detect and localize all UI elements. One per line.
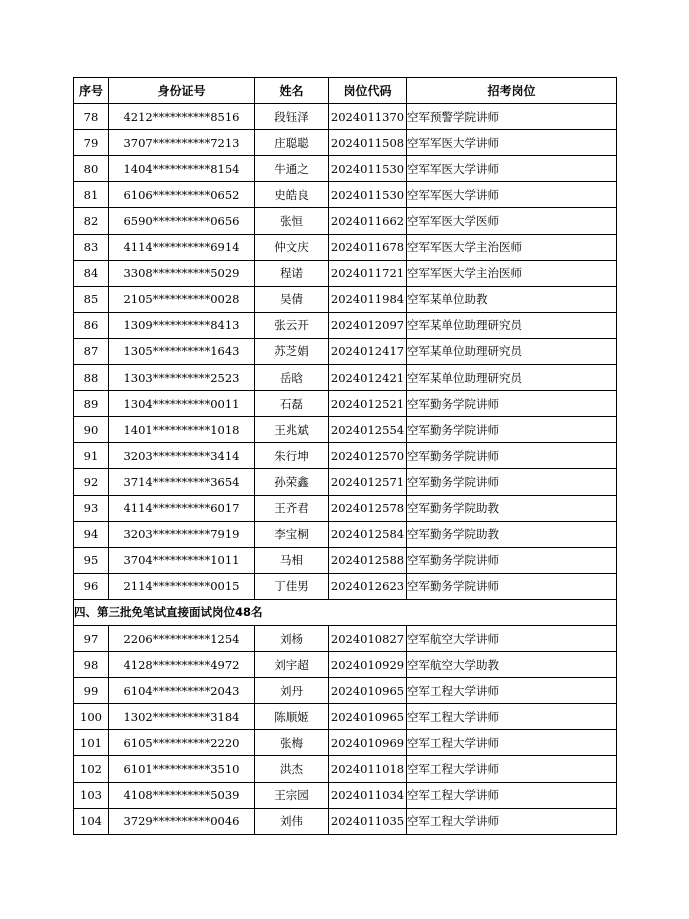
cell-seq: 85: [74, 286, 109, 312]
cell-name: 张恒: [255, 208, 329, 234]
table-body-part-1: [74, 104, 617, 600]
cell-id-number: 1305**********1643: [109, 338, 255, 364]
cell-id-number: 2206**********1254: [109, 625, 255, 651]
cell-position-code: 2024010969: [329, 730, 407, 756]
table-row: [74, 260, 617, 286]
cell-position: 空军工程大学讲师: [407, 782, 617, 808]
table-row: [74, 469, 617, 495]
cell-name: 朱行坤: [255, 443, 329, 469]
cell-position-code: 2024011370: [329, 104, 407, 130]
cell-position-code: 2024012417: [329, 338, 407, 364]
cell-position-code: 2024011508: [329, 130, 407, 156]
cell-position: 空军工程大学讲师: [407, 756, 617, 782]
cell-seq: 79: [74, 130, 109, 156]
table-row: [74, 156, 617, 182]
table-row: [74, 782, 617, 808]
table-row: [74, 391, 617, 417]
cell-seq: 97: [74, 625, 109, 651]
cell-id-number: 1401**********1018: [109, 417, 255, 443]
cell-id-number: 4114**********6017: [109, 495, 255, 521]
cell-seq: 87: [74, 338, 109, 364]
cell-id-number: 6104**********2043: [109, 678, 255, 704]
cell-position-code: 2024010929: [329, 652, 407, 678]
header-position: 招考岗位: [407, 78, 617, 104]
table-row: [74, 625, 617, 651]
cell-position-code: 2024012584: [329, 521, 407, 547]
cell-position: 空军工程大学讲师: [407, 808, 617, 834]
cell-name: 岳晗: [255, 365, 329, 391]
cell-position-code: 2024011662: [329, 208, 407, 234]
cell-position: 空军勤务学院讲师: [407, 417, 617, 443]
table-row: [74, 443, 617, 469]
cell-name: 刘丹: [255, 678, 329, 704]
table-row: [74, 312, 617, 338]
cell-seq: 88: [74, 365, 109, 391]
cell-id-number: 3729**********0046: [109, 808, 255, 834]
table-body-part-2: [74, 625, 617, 834]
cell-position: 空军某单位助教: [407, 286, 617, 312]
cell-name: 史皓良: [255, 182, 329, 208]
cell-position: 空军勤务学院讲师: [407, 547, 617, 573]
cell-name: 陈顺姬: [255, 704, 329, 730]
cell-seq: 93: [74, 495, 109, 521]
cell-name: 李宝桐: [255, 521, 329, 547]
cell-name: 张云开: [255, 312, 329, 338]
table-row: [74, 182, 617, 208]
cell-id-number: 4114**********6914: [109, 234, 255, 260]
cell-seq: 89: [74, 391, 109, 417]
table-row: [74, 338, 617, 364]
cell-id-number: 1404**********8154: [109, 156, 255, 182]
cell-seq: 102: [74, 756, 109, 782]
cell-seq: 78: [74, 104, 109, 130]
cell-position-code: 2024012578: [329, 495, 407, 521]
cell-seq: 81: [74, 182, 109, 208]
cell-position-code: 2024011018: [329, 756, 407, 782]
table-row: [74, 521, 617, 547]
cell-position-code: 2024010827: [329, 625, 407, 651]
cell-seq: 100: [74, 704, 109, 730]
table-row: [74, 417, 617, 443]
cell-seq: 92: [74, 469, 109, 495]
table-row: [74, 130, 617, 156]
cell-position: 空军工程大学讲师: [407, 678, 617, 704]
cell-seq: 98: [74, 652, 109, 678]
cell-position: 空军某单位助理研究员: [407, 338, 617, 364]
cell-seq: 82: [74, 208, 109, 234]
cell-seq: 83: [74, 234, 109, 260]
cell-id-number: 6105**********2220: [109, 730, 255, 756]
cell-seq: 94: [74, 521, 109, 547]
header-position-code: 岗位代码: [329, 78, 407, 104]
cell-position-code: 2024012097: [329, 312, 407, 338]
cell-position: 空军工程大学讲师: [407, 730, 617, 756]
cell-name: 程诺: [255, 260, 329, 286]
cell-position: 空军航空大学助教: [407, 652, 617, 678]
table-row: [74, 808, 617, 834]
cell-position-code: 2024010965: [329, 678, 407, 704]
cell-position: 空军勤务学院讲师: [407, 573, 617, 599]
cell-name: 王兆斌: [255, 417, 329, 443]
cell-name: 刘伟: [255, 808, 329, 834]
table-row: [74, 234, 617, 260]
cell-seq: 95: [74, 547, 109, 573]
cell-id-number: 3704**********1011: [109, 547, 255, 573]
cell-seq: 80: [74, 156, 109, 182]
cell-position-code: 2024012554: [329, 417, 407, 443]
cell-position-code: 2024011530: [329, 156, 407, 182]
cell-position: 空军军医大学讲师: [407, 156, 617, 182]
cell-seq: 104: [74, 808, 109, 834]
cell-id-number: 6590**********0656: [109, 208, 255, 234]
cell-id-number: 6101**********3510: [109, 756, 255, 782]
cell-position: 空军勤务学院助教: [407, 521, 617, 547]
cell-name: 吴倩: [255, 286, 329, 312]
cell-position: 空军军医大学医师: [407, 208, 617, 234]
cell-seq: 103: [74, 782, 109, 808]
cell-position-code: 2024011530: [329, 182, 407, 208]
cell-position-code: 2024012570: [329, 443, 407, 469]
header-name: 姓名: [255, 78, 329, 104]
cell-id-number: 3203**********3414: [109, 443, 255, 469]
cell-id-number: 3714**********3654: [109, 469, 255, 495]
cell-name: 段钰泽: [255, 104, 329, 130]
cell-position: 空军勤务学院讲师: [407, 469, 617, 495]
cell-name: 王齐君: [255, 495, 329, 521]
header-row: [74, 78, 617, 104]
table-row: [74, 756, 617, 782]
cell-name: 王宗园: [255, 782, 329, 808]
cell-position: 空军勤务学院助教: [407, 495, 617, 521]
table-row: [74, 208, 617, 234]
cell-seq: 96: [74, 573, 109, 599]
cell-seq: 86: [74, 312, 109, 338]
cell-name: 苏芝娟: [255, 338, 329, 364]
cell-id-number: 1309**********8413: [109, 312, 255, 338]
cell-position: 空军预警学院讲师: [407, 104, 617, 130]
cell-id-number: 4128**********4972: [109, 652, 255, 678]
cell-seq: 101: [74, 730, 109, 756]
cell-position: 空军军医大学主治医师: [407, 260, 617, 286]
cell-position: 空军勤务学院讲师: [407, 443, 617, 469]
cell-position: 空军军医大学讲师: [407, 130, 617, 156]
cell-position-code: 2024012421: [329, 365, 407, 391]
cell-id-number: 4108**********5039: [109, 782, 255, 808]
cell-name: 洪杰: [255, 756, 329, 782]
cell-name: 张梅: [255, 730, 329, 756]
cell-name: 孙荣鑫: [255, 469, 329, 495]
cell-id-number: 6106**********0652: [109, 182, 255, 208]
cell-id-number: 1302**********3184: [109, 704, 255, 730]
cell-name: 牛通之: [255, 156, 329, 182]
cell-position: 空军航空大学讲师: [407, 625, 617, 651]
cell-id-number: 4212**********8516: [109, 104, 255, 130]
cell-position: 空军某单位助理研究员: [407, 312, 617, 338]
cell-id-number: 2105**********0028: [109, 286, 255, 312]
cell-position-code: 2024012521: [329, 391, 407, 417]
header-seq: 序号: [74, 78, 109, 104]
cell-id-number: 2114**********0015: [109, 573, 255, 599]
cell-position: 空军勤务学院讲师: [407, 391, 617, 417]
section-block: [74, 599, 617, 625]
cell-position-code: 2024011984: [329, 286, 407, 312]
cell-position-code: 2024012623: [329, 573, 407, 599]
table-row: [74, 365, 617, 391]
table-row: [74, 573, 617, 599]
cell-seq: 99: [74, 678, 109, 704]
section-title: 四、第三批免笔试直接面试岗位48名: [74, 599, 617, 625]
cell-position-code: 2024010965: [329, 704, 407, 730]
table-row: [74, 704, 617, 730]
table-row: [74, 730, 617, 756]
cell-name: 庄聪聪: [255, 130, 329, 156]
table-row: [74, 547, 617, 573]
cell-position-code: 2024012571: [329, 469, 407, 495]
section-row: [74, 599, 617, 625]
cell-position: 空军军医大学讲师: [407, 182, 617, 208]
table-row: [74, 495, 617, 521]
cell-name: 石磊: [255, 391, 329, 417]
header-id-number: 身份证号: [109, 78, 255, 104]
cell-position-code: 2024011035: [329, 808, 407, 834]
cell-name: 刘宇超: [255, 652, 329, 678]
table-row: [74, 652, 617, 678]
cell-seq: 84: [74, 260, 109, 286]
cell-id-number: 3308**********5029: [109, 260, 255, 286]
table-row: [74, 678, 617, 704]
table-row: [74, 104, 617, 130]
cell-position-code: 2024011678: [329, 234, 407, 260]
table-row: [74, 286, 617, 312]
cell-position-code: 2024011034: [329, 782, 407, 808]
cell-position: 空军工程大学讲师: [407, 704, 617, 730]
cell-name: 刘杨: [255, 625, 329, 651]
cell-seq: 91: [74, 443, 109, 469]
cell-seq: 90: [74, 417, 109, 443]
cell-position-code: 2024011721: [329, 260, 407, 286]
cell-id-number: 3203**********7919: [109, 521, 255, 547]
cell-id-number: 1303**********2523: [109, 365, 255, 391]
cell-name: 丁佳男: [255, 573, 329, 599]
cell-name: 仲文庆: [255, 234, 329, 260]
cell-id-number: 3707**********7213: [109, 130, 255, 156]
cell-position-code: 2024012588: [329, 547, 407, 573]
candidate-table: [73, 77, 617, 835]
cell-name: 马相: [255, 547, 329, 573]
cell-position: 空军某单位助理研究员: [407, 365, 617, 391]
cell-position: 空军军医大学主治医师: [407, 234, 617, 260]
cell-id-number: 1304**********0011: [109, 391, 255, 417]
